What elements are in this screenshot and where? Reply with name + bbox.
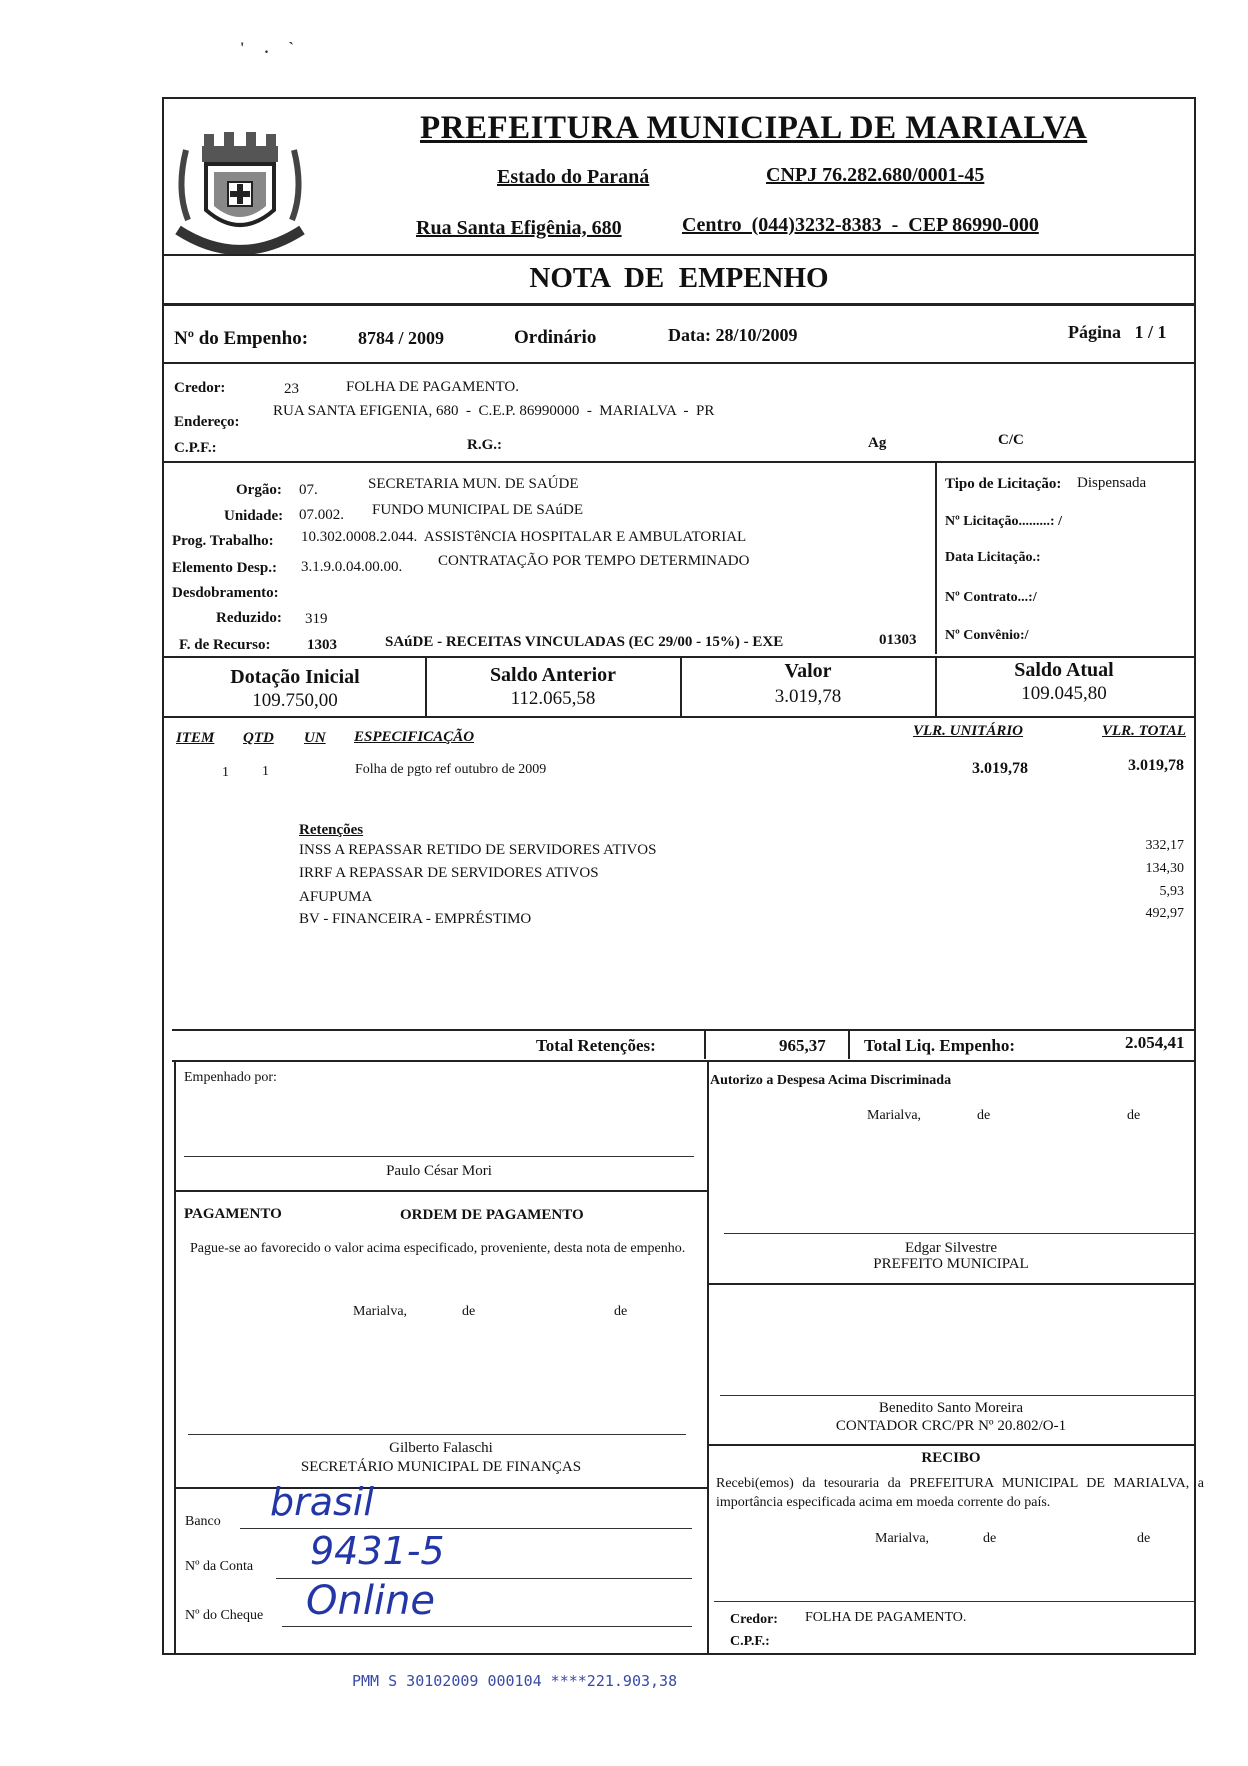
total-liquido-value: 2.054,41 xyxy=(1125,1033,1185,1052)
signature-line-empenhado xyxy=(184,1156,694,1157)
retencao-desc-3: AFUPUMA xyxy=(299,889,373,905)
empenhado-label: Empenhado por: xyxy=(184,1070,277,1085)
conta-handwritten: 9431-5 xyxy=(310,1529,445,1573)
recibo-credor-label: Credor: xyxy=(730,1612,778,1627)
item-number: 1 xyxy=(222,765,229,780)
unidade-label: Unidade: xyxy=(224,508,284,524)
retencao-value-4: 492,97 xyxy=(1145,906,1184,921)
autorizo-de-1: de xyxy=(977,1108,991,1123)
col-unit: VLR. UNITÁRIO xyxy=(913,723,1024,739)
tipo-licitacao-value: Dispensada xyxy=(1077,475,1147,491)
secretario-nome: Gilberto Falaschi xyxy=(389,1440,493,1456)
prog-value: 10.302.0008.2.044. ASSISTêNCIA HOSPITALAR E AMBULATORIAL xyxy=(301,529,747,545)
total-retencoes-value: 965,37 xyxy=(779,1036,826,1055)
pagamento-de-2: de xyxy=(614,1304,628,1319)
recurso-code: 1303 xyxy=(307,637,337,653)
recurso-name: SAúDE - RECEITAS VINCULADAS (EC 29/00 - 15%) - EXE xyxy=(385,634,784,650)
retencao-desc-1: INSS A REPASSAR RETIDO DE SERVIDORES ATIVOS xyxy=(299,842,657,858)
header-address: Centro (044)3232-8383 - CEP 86990-000 xyxy=(682,214,1039,236)
signature-line-contador xyxy=(720,1395,1194,1396)
numero-contrato: Nº Contrato...:/ xyxy=(945,590,1037,605)
rg-label: R.G.: xyxy=(467,437,502,453)
valor-label: Valor xyxy=(784,660,832,682)
recibo-credor-value: FOLHA DE PAGAMENTO. xyxy=(805,1610,967,1625)
total-retencoes-label: Total Retenções: xyxy=(536,1036,656,1055)
recibo-cpf-label: C.P.F.: xyxy=(730,1634,770,1649)
col-total: VLR. TOTAL xyxy=(1102,723,1186,739)
dotacao-value: 109.750,00 xyxy=(252,690,338,711)
col-qtd: QTD xyxy=(243,730,274,746)
anterior-label: Saldo Anterior xyxy=(489,664,617,686)
conta-label: Nº da Conta xyxy=(185,1559,254,1574)
cc-label: C/C xyxy=(998,432,1024,448)
signature-line-prefeito xyxy=(724,1233,1194,1234)
tipo-licitacao-label: Tipo de Licitação: xyxy=(945,476,1062,492)
pagamento-de-1: de xyxy=(462,1304,476,1319)
empenho-date: Data: 28/10/2009 xyxy=(668,325,798,345)
col-un: UN xyxy=(304,730,326,746)
ordem-pagamento-label: ORDEM DE PAGAMENTO xyxy=(400,1207,584,1223)
valor-value: 3.019,78 xyxy=(774,686,842,707)
empenho-page: Página 1 / 1 xyxy=(1068,322,1167,342)
recurso-label: F. de Recurso: xyxy=(179,637,271,653)
desdobramento-label: Desdobramento: xyxy=(172,585,279,601)
orgao-code: 07. xyxy=(299,482,318,498)
empenho-type: Ordinário xyxy=(514,327,597,348)
pagamento-label: PAGAMENTO xyxy=(184,1206,282,1222)
numero-convenio: Nº Convênio:/ xyxy=(945,628,1029,643)
empenhado-nome: Paulo César Mori xyxy=(386,1163,492,1179)
cheque-handwritten: Online xyxy=(306,1578,436,1624)
total-liquido-label: Total Liq. Empenho: xyxy=(864,1036,1015,1055)
banco-label: Banco xyxy=(185,1514,221,1529)
header-title: PREFEITURA MUNICIPAL DE MARIALVA xyxy=(420,110,1088,146)
bank-stamp: PMM S 30102009 000104 ****221.903,38 xyxy=(352,1672,678,1690)
retencao-value-2: 134,30 xyxy=(1145,861,1184,876)
anterior-value: 112.065,58 xyxy=(510,688,596,709)
recibo-de-2: de xyxy=(1137,1531,1151,1546)
atual-label: Saldo Atual xyxy=(1014,659,1114,681)
contador-cargo: CONTADOR CRC/PR Nº 20.802/O-1 xyxy=(835,1418,1067,1434)
elemento-name: CONTRATAÇÃO POR TEMPO DETERMINADO xyxy=(438,553,750,569)
empenho-label: Nº do Empenho: xyxy=(174,328,309,349)
recibo-title: RECIBO xyxy=(921,1450,981,1466)
pagamento-text: Pague-se ao favorecido o valor acima especificado, proveniente, desta nota de empenho. xyxy=(190,1241,686,1256)
reduzido-value: 319 xyxy=(305,611,328,627)
empenho-number: 8784 / 2009 xyxy=(358,328,445,348)
contador-nome: Benedito Santo Moreira xyxy=(878,1400,1024,1416)
reduzido-label: Reduzido: xyxy=(216,610,282,626)
autorizo-label: Autorizo a Despesa Acima Discriminada xyxy=(710,1073,952,1088)
retencao-desc-4: BV - FINANCEIRA - EMPRÉSTIMO xyxy=(299,911,532,927)
retencao-value-1: 332,17 xyxy=(1145,838,1184,853)
unidade-name: FUNDO MUNICIPAL DE SAúDE xyxy=(372,502,583,518)
coat-of-arms-icon xyxy=(168,110,312,260)
secretario-cargo: SECRETÁRIO MUNICIPAL DE FINANÇAS xyxy=(300,1459,582,1475)
item-unit: 3.019,78 xyxy=(972,760,1028,777)
item-espec: Folha de pgto ref outubro de 2009 xyxy=(355,762,547,777)
prefeito-cargo: PREFEITO MUNICIPAL xyxy=(873,1256,1029,1272)
col-item: ITEM xyxy=(176,730,215,746)
orgao-label: Orgão: xyxy=(236,482,282,498)
elemento-code: 3.1.9.0.04.00.00. xyxy=(301,559,403,575)
atual-value: 109.045,80 xyxy=(1021,683,1107,704)
item-qtd: 1 xyxy=(262,764,269,779)
orgao-name: SECRETARIA MUN. DE SAÚDE xyxy=(368,476,579,492)
retencao-value-3: 5,93 xyxy=(1159,884,1184,899)
autorizo-marialva: Marialva, xyxy=(867,1108,922,1123)
cpf-label: C.P.F.: xyxy=(174,440,217,456)
credor-code: 23 xyxy=(284,381,299,397)
pagamento-marialva: Marialva, xyxy=(353,1304,408,1319)
prefeito-nome: Edgar Silvestre xyxy=(904,1240,998,1256)
dotacao-label: Dotação Inicial xyxy=(230,666,360,688)
unidade-code: 07.002. xyxy=(299,507,344,523)
cheque-label: Nº do Cheque xyxy=(185,1608,264,1623)
retencoes-title: Retenções xyxy=(299,822,364,838)
endereco-value: RUA SANTA EFIGENIA, 680 - C.E.P. 86990000 - MARIALVA - PR xyxy=(273,403,715,419)
credor-label: Credor: xyxy=(174,380,226,396)
elemento-label: Elemento Desp.: xyxy=(172,560,277,576)
scan-marks: ' . ` xyxy=(240,40,302,57)
col-espec: ESPECIFICAÇÃO xyxy=(354,729,475,745)
prog-label: Prog. Trabalho: xyxy=(172,533,274,549)
signature-line-secretario xyxy=(188,1434,686,1435)
autorizo-de-2: de xyxy=(1127,1108,1141,1123)
recurso-extra: 01303 xyxy=(879,632,917,648)
endereco-label: Endereço: xyxy=(174,414,240,430)
doc-title: NOTA DE EMPENHO xyxy=(529,262,829,294)
recibo-text: Recebi(emos) da tesouraria da PREFEITURA MUNICIPAL DE MARIALVA, a importância especificada acima em moeda corrente do país. xyxy=(716,1476,1204,1510)
header-state: Estado do Paraná xyxy=(497,166,650,188)
credor-name: FOLHA DE PAGAMENTO. xyxy=(346,379,519,395)
header-street: Rua Santa Efigênia, 680 xyxy=(416,217,622,239)
banco-handwritten: brasil xyxy=(270,1480,374,1524)
ag-label: Ag xyxy=(868,435,887,451)
data-licitacao: Data Licitação.: xyxy=(945,550,1041,565)
item-total: 3.019,78 xyxy=(1128,757,1184,774)
numero-licitacao: Nº Licitação.........: / xyxy=(945,514,1062,529)
retencao-desc-2: IRRF A REPASSAR DE SERVIDORES ATIVOS xyxy=(299,865,599,881)
recibo-marialva: Marialva, xyxy=(875,1531,930,1546)
recibo-de-1: de xyxy=(983,1531,997,1546)
header-cnpj: CNPJ 76.282.680/0001-45 xyxy=(766,164,985,186)
